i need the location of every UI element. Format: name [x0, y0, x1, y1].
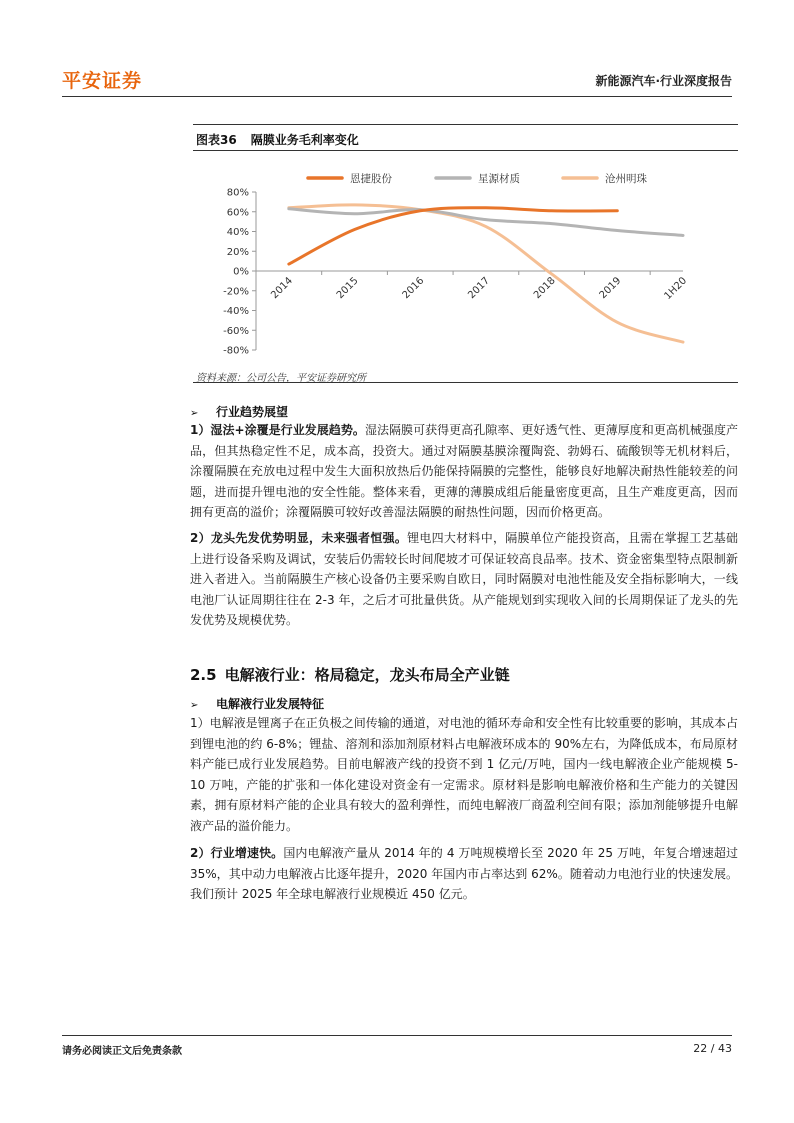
section-number: 2.5 — [190, 666, 217, 684]
y-tick-label: 80% — [226, 187, 249, 199]
x-tick-label: 2019 — [597, 275, 624, 302]
figure-source: 资料来源：公司公告，平安证券研究所 — [196, 373, 366, 384]
electrolyte-heading — [190, 695, 324, 712]
section-heading — [190, 664, 510, 685]
trend-p1-body: 湿法隔膜可获得更高孔隙率、更好透气性、更薄厚度和更高机械强度产品，但其热稳定性不足，成本高，投资大。通过对隔膜基膜涂覆陶瓷、勃姆石、硫酸钡等无机材料后，涂覆隔膜在充放电过程中发生大面积放热后仍能保持隔膜的完整性，能够良好地解决耐热性能较差的问题，进而提升锂电池的安全性能。整体来看，更薄的薄膜成组后能量密度更高，且生产难度更高，因而拥有更高的溢价；涂覆隔膜可较好改善湿法隔膜的耐热性问题，因而价格更高。 — [190, 423, 738, 520]
electrolyte-p2-body: 国内电解液产量从 2014 年的 4 万吨规模增长至 2020 年 25 万吨，年复合增速超过 35%，其中动力电解液占比逐年提升，2020 年国内市占率达到 62%。随着动力电池行业的快速发展。我们预计 2025 年全球电解液行业规模近 450 亿元。 — [190, 846, 738, 902]
electrolyte-p2-lead: 2）行业增速快。 — [190, 846, 284, 860]
x-tick-label: 1H20 — [662, 275, 690, 302]
x-tick-label: 2018 — [531, 275, 558, 302]
x-tick-label: 2017 — [466, 275, 493, 302]
electrolyte-heading-text: 电解液行业发展特征 — [216, 697, 325, 711]
page-number: 22 / 43 — [693, 1042, 732, 1055]
trend-p2-body: 锂电四大材料中，隔膜单位产能投资高，且需在掌握工艺基础上进行设备采购及调试，安装后仍需较长时间爬坡才可保证较高良品率。技术、资金密集型特点限制新进入者进入。当前隔膜生产核心设备仍主要采购自欧日，同时隔膜对电池性能及安全指标影响大，一线电池厂认证周期往往在 2-3 年，之后才可批量供货。从产能规划到实现收入间的长周期保证了龙头的先发优势及规模优势。 — [190, 531, 738, 628]
y-tick-label: 0% — [233, 266, 249, 278]
figure-bottom-rule — [193, 382, 738, 383]
electrolyte-paragraph-1: 1）电解液是锂离子在正负极之间传输的通道，对电池的循环寿命和安全性有比较重要的影响，其成本占到锂电池的约 6-8%；锂盐、溶剂和添加剂原材料占电解液环成本的 90%左右，为降低成本，布局原材料产能已成行业发展趋势。目前电解液产线的投资不到 1 亿元/万吨，国内一线电解液企业产能规模 5-10 万吨，产能的扩张和一体化建设对资金有一定需求。原材料是影响电解液价格和生产能力的关键因素，拥有原材料产能的企业具有较大的盈利弹性，而纯电解液厂商盈利空间有限；添加剂能够提升电解液产品的溢价能力。 — [190, 716, 738, 833]
header-divider — [62, 96, 732, 97]
report-type: 新能源汽车·行业深度报告 — [595, 74, 732, 88]
x-tick-label: 2015 — [334, 275, 361, 302]
x-tick-label: 2016 — [400, 275, 427, 302]
trend-paragraph-1 — [190, 420, 738, 523]
legend-label-2: 星源材质 — [478, 173, 520, 185]
arrow-bullet-icon: ➢ — [190, 700, 199, 711]
trend-paragraph-2 — [190, 528, 738, 631]
figure-title — [196, 131, 359, 148]
trend-heading-text: 行业趋势展望 — [216, 405, 289, 419]
figure-label: 图表36 — [196, 133, 237, 147]
legend-label-3: 沧州明珠 — [605, 173, 647, 185]
legend-label-1: 恩捷股份 — [350, 173, 392, 185]
gross-margin-chart — [193, 160, 738, 365]
y-tick-label: 40% — [226, 227, 249, 238]
trend-p2-lead: 2）龙头先发优势明显，未来强者恒强。 — [190, 531, 408, 545]
x-tick-label: 2014 — [269, 275, 295, 302]
section-title: 电解液行业：格局稳定，龙头布局全产业链 — [224, 666, 510, 684]
figure-top-rule — [193, 124, 738, 125]
figure-caption: 隔膜业务毛利率变化 — [250, 133, 359, 147]
arrow-bullet-icon: ➢ — [190, 408, 199, 419]
electrolyte-paragraph-2 — [190, 843, 738, 905]
y-tick-label: 60% — [226, 207, 249, 219]
company-logo: 平安证券 — [62, 70, 143, 92]
y-tick-label: -20% — [223, 286, 249, 298]
trend-p1-lead: 1）湿法+涂覆是行业发展趋势。 — [190, 423, 365, 437]
figure-title-rule — [193, 150, 738, 151]
y-tick-label: -40% — [223, 306, 249, 317]
y-tick-label: -60% — [223, 325, 249, 337]
series-line-3 — [289, 205, 683, 342]
footer-divider — [62, 1035, 732, 1036]
trend-heading — [190, 403, 288, 420]
disclaimer-note: 请务必阅读正文后免责条款 — [62, 1046, 182, 1057]
y-tick-label: -80% — [223, 345, 249, 357]
y-tick-label: 20% — [226, 246, 249, 258]
